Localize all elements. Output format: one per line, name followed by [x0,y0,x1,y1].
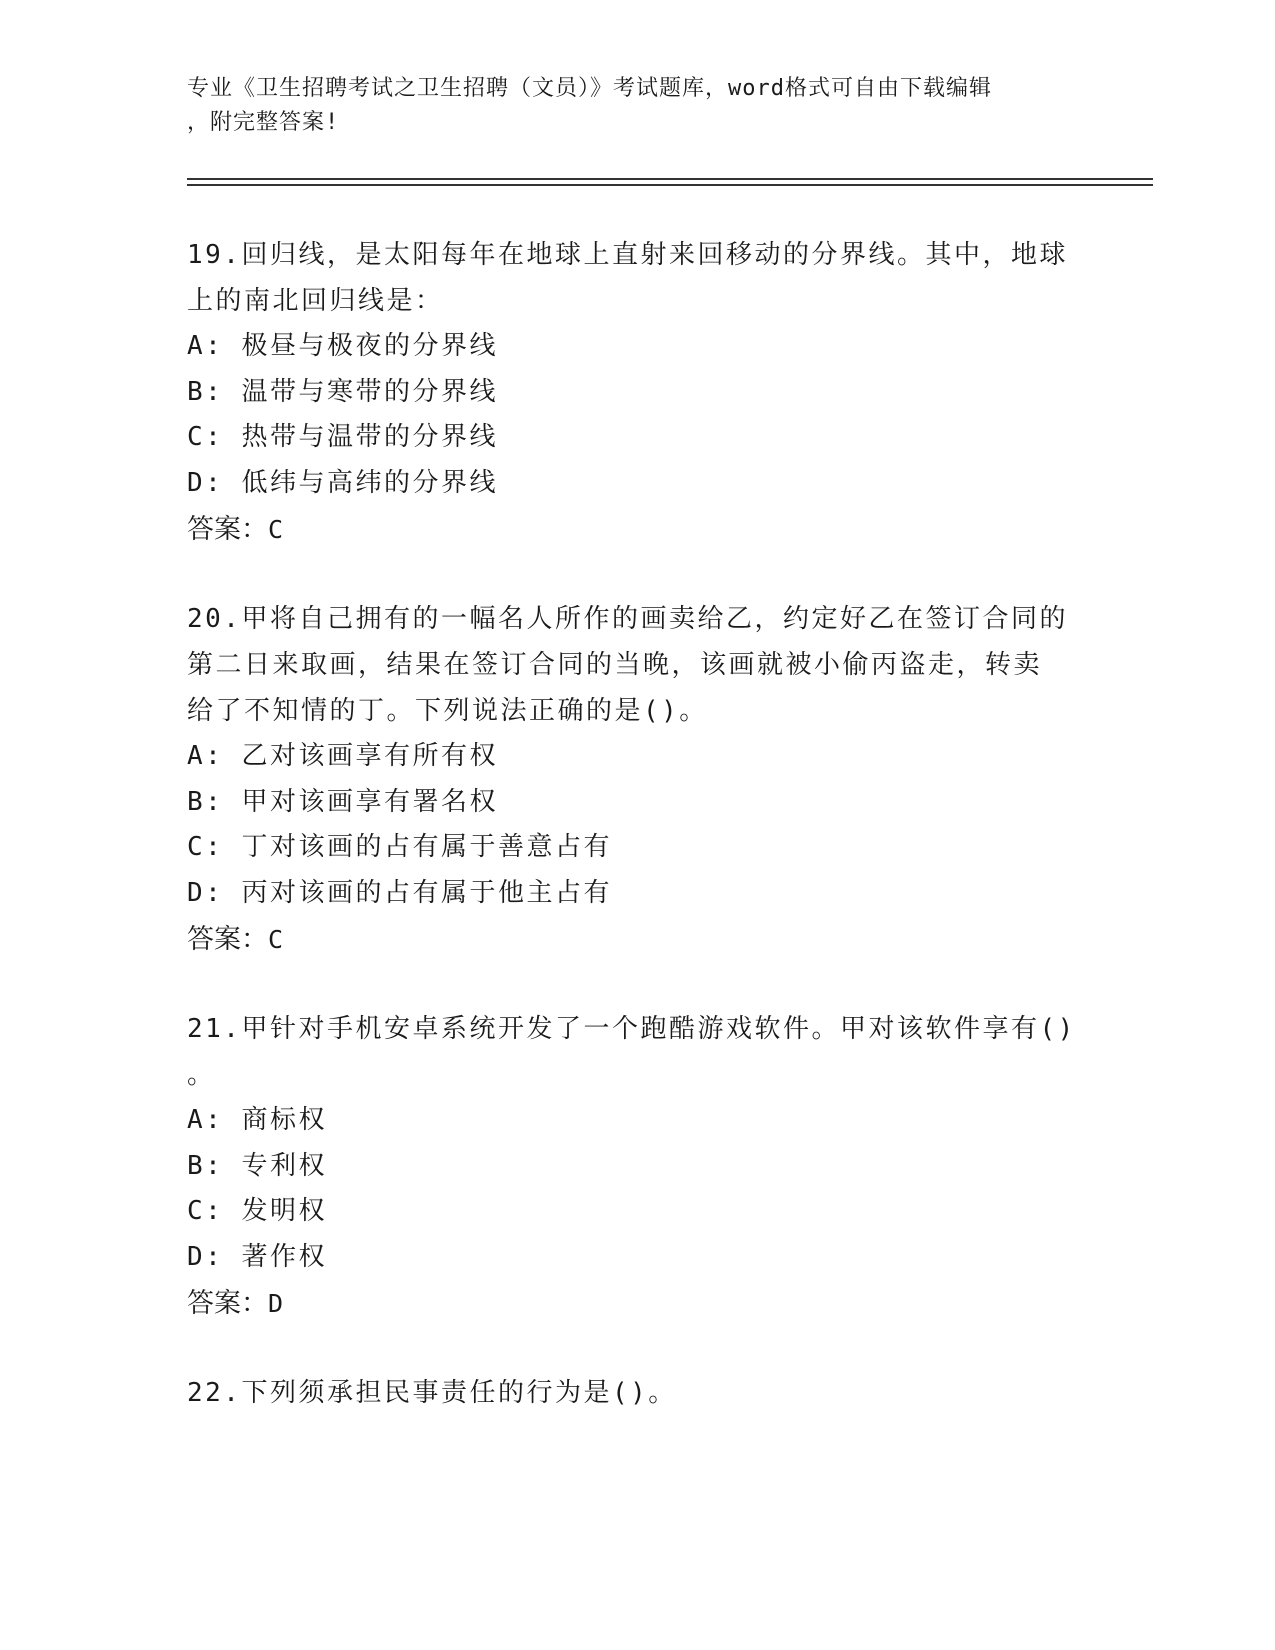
option-a: A: 商标权 [187,1105,327,1135]
stem-line: 20.甲将自己拥有的一幅名人所作的画卖给乙，约定好乙在签订合同的 [187,604,1068,634]
header-line-2: ，附完整答案! [187,110,340,135]
option-c: C: 丁对该画的占有属于善意占有 [187,832,612,862]
answer-label: 答案： [187,1288,268,1318]
option-a: A: 乙对该画享有所有权 [187,741,498,771]
question-20 [187,596,1067,963]
stem-line: 第二日来取画，结果在签订合同的当晚，该画就被小偷丙盗走，转卖 [187,650,1043,680]
answer-label: 答案： [187,514,268,544]
answer-value: D [268,1289,284,1318]
option-c: C: 发明权 [187,1196,327,1226]
answer-label: 答案： [187,924,268,954]
stem-line: 给了不知情的丁。下列说法正确的是()。 [187,696,708,726]
option-c: C: 热带与温带的分界线 [187,422,498,452]
question-stem [187,596,1067,734]
answer-value: C [268,925,284,954]
question-stem [187,1370,1067,1416]
option-d: D: 丙对该画的占有属于他主占有 [187,877,612,908]
stem-line: 21.甲针对手机安卓系统开发了一个跑酷游戏软件。甲对该软件享有() [187,1014,1076,1044]
header-divider-top [187,178,1153,180]
header-divider-bottom [187,184,1153,186]
question-21 [187,1006,1076,1327]
option-d: D: 低纬与高纬的分界线 [187,467,498,498]
option-b: B: 专利权 [187,1150,327,1181]
option-a: A: 极昼与极夜的分界线 [187,331,498,361]
header-line-1: 专业《卫生招聘考试之卫生招聘（文员）》考试题库，word格式可自由下载编辑 [187,76,992,101]
answer-value: C [268,515,284,544]
option-b: B: 甲对该画享有署名权 [187,786,498,817]
answer-line [187,506,1067,553]
option-b: B: 温带与寒带的分界线 [187,376,498,407]
stem-line: 22.下列须承担民事责任的行为是()。 [187,1378,677,1408]
stem-line: 上的南北回归线是： [187,286,444,316]
option-d: D: 著作权 [187,1241,327,1272]
answer-line [187,916,1067,963]
document-header [187,72,1067,140]
stem-line: 19.回归线，是太阳每年在地球上直射来回移动的分界线。其中，地球 [187,240,1068,270]
question-stem [187,232,1067,324]
answer-line [187,1280,1067,1327]
question-22 [187,1370,1067,1416]
question-19 [187,232,1067,553]
stem-line: 。 [187,1060,216,1090]
question-stem [187,1006,1076,1098]
question-list [187,232,1076,1459]
